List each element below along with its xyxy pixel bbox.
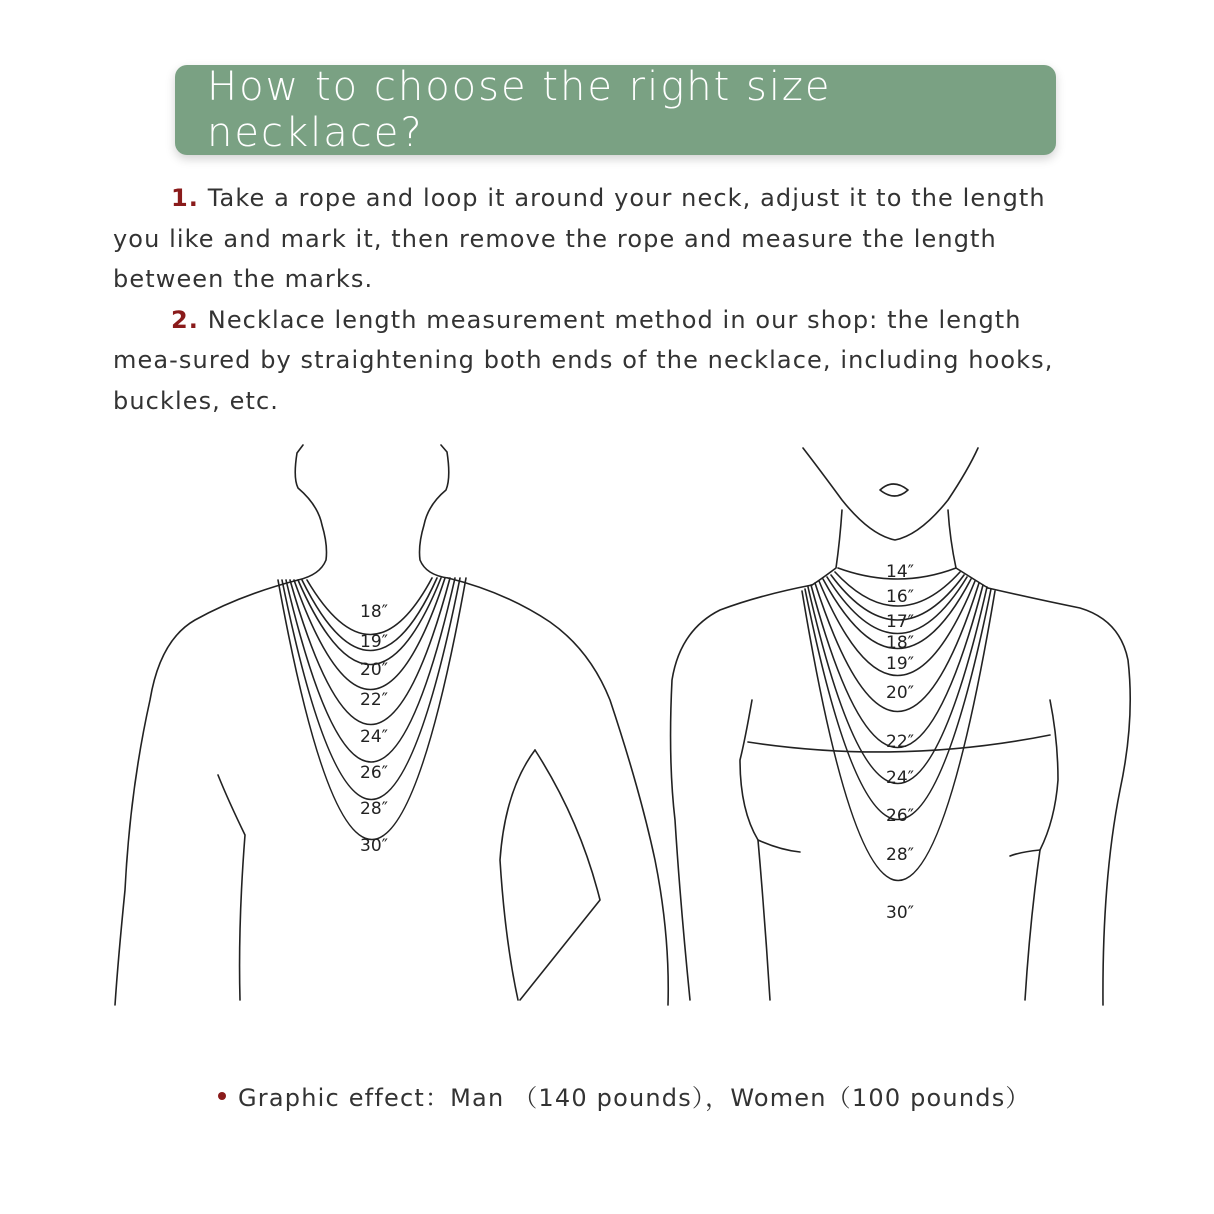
woman-size-label: 20″ [886, 683, 914, 703]
footer-text: Graphic effect：Man （140 pounds），Women（100 pounds） [238, 1084, 1031, 1112]
man-size-label: 24″ [360, 727, 388, 747]
man-arm-crease [520, 750, 600, 1000]
woman-size-label: 22″ [886, 732, 914, 752]
man-size-label: 28″ [360, 799, 388, 819]
footer-note [218, 1078, 1031, 1113]
woman-size-label: 28″ [886, 845, 914, 865]
man-size-label: 18″ [360, 602, 388, 622]
woman-underarm-right [1010, 850, 1040, 856]
man-size-label: 26″ [360, 763, 388, 783]
woman-size-label: 14″ [886, 562, 914, 582]
man-figure [115, 445, 668, 1005]
woman-torso-right [1025, 700, 1058, 1000]
woman-size-labels [886, 562, 914, 923]
woman-size-label: 18″ [886, 633, 914, 653]
step-1-number: 1. [171, 184, 200, 212]
woman-mouth [880, 484, 908, 496]
step-2-text: Necklace length measurement method in our shop: the length mea-sured by straightening both ends of the necklace, including hooks, buckles, etc. [113, 305, 1054, 415]
man-head-right [420, 445, 449, 578]
woman-size-label: 19″ [886, 654, 914, 674]
woman-size-label: 24″ [886, 768, 914, 788]
man-shoulder-right [448, 578, 668, 1005]
woman-underarm-left [758, 840, 800, 852]
woman-neck-right [948, 510, 988, 588]
man-size-label: 20″ [360, 660, 388, 680]
man-torso-right [500, 750, 535, 1000]
man-size-labels [360, 602, 388, 856]
page-title: How to choose the right size necklace? [207, 64, 832, 156]
woman-shoulder-right [988, 588, 1130, 1005]
woman-size-label: 30″ [886, 903, 914, 923]
man-torso-left [218, 775, 245, 1000]
woman-shoulder-left [671, 585, 812, 1000]
woman-size-label: 16″ [886, 587, 914, 607]
man-shoulder-left [115, 580, 298, 1005]
bullet-icon [218, 1092, 226, 1100]
man-size-label: 22″ [360, 690, 388, 710]
man-head-left [295, 445, 326, 580]
woman-jaw [803, 448, 978, 540]
man-size-label: 19″ [360, 632, 388, 652]
woman-size-label: 26″ [886, 806, 914, 826]
step-2-number: 2. [171, 305, 200, 334]
step-1-text: Take a rope and loop it around your neck, adjust it to the length you like and mark it, then remove the rope and measure the length between the marks. [113, 184, 1046, 293]
man-size-label: 30″ [360, 836, 388, 856]
woman-size-label: 17″ [886, 612, 914, 632]
